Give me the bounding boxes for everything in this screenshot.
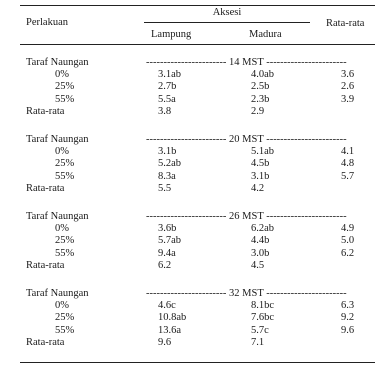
cell-mean: 6.3 bbox=[341, 300, 355, 312]
group-label: Taraf Naungan bbox=[26, 57, 89, 68]
average-madura: 2.9 bbox=[251, 105, 265, 117]
table-bottom-rule bbox=[20, 362, 375, 363]
row-level: 55% bbox=[55, 247, 75, 259]
average-lampung: 3.8 bbox=[158, 105, 172, 117]
group-label: Taraf Naungan bbox=[26, 134, 89, 145]
row-level: 0% bbox=[55, 223, 69, 235]
cell-mean: 3.6 bbox=[341, 69, 355, 81]
cell-madura: 5.1ab bbox=[251, 146, 275, 158]
cell-madura: 5.7c bbox=[251, 324, 269, 336]
cell-mean: 6.2 bbox=[341, 247, 355, 259]
header-bottom-rule bbox=[20, 44, 375, 45]
cell-lampung: 2.7b bbox=[158, 81, 177, 93]
average-lampung: 6.2 bbox=[158, 259, 172, 271]
cell-lampung: 3.1ab bbox=[158, 69, 182, 81]
cell-lampung: 5.5a bbox=[158, 93, 176, 105]
cell-lampung: 5.7ab bbox=[158, 235, 182, 247]
row-level: 25% bbox=[55, 158, 75, 170]
average-label: Rata-rata bbox=[26, 105, 65, 117]
row-level: 55% bbox=[55, 170, 75, 182]
average-lampung: 9.6 bbox=[158, 336, 172, 348]
average-madura: 4.5 bbox=[251, 259, 265, 271]
cell-lampung: 8.3a bbox=[158, 170, 176, 182]
header-lampung: Lampung bbox=[151, 29, 192, 40]
header-madura: Madura bbox=[249, 29, 282, 40]
row-level: 25% bbox=[55, 235, 75, 247]
average-label: Rata-rata bbox=[26, 182, 65, 194]
cell-lampung: 5.2ab bbox=[158, 158, 182, 170]
cell-mean: 4.1 bbox=[341, 146, 355, 158]
row-level: 0% bbox=[55, 69, 69, 81]
cell-lampung: 9.4a bbox=[158, 247, 176, 259]
cell-madura: 2.3b bbox=[251, 93, 270, 105]
cell-mean: 5.7 bbox=[341, 170, 355, 182]
cell-mean: 5.0 bbox=[341, 235, 355, 247]
cell-mean: 2.6 bbox=[341, 81, 355, 93]
group-period-divider: ----------------------- 14 MST ----------------------- bbox=[146, 57, 347, 68]
cell-lampung: 13.6a bbox=[158, 324, 182, 336]
table-top-rule bbox=[20, 5, 375, 6]
cell-lampung: 4.6c bbox=[158, 300, 176, 312]
row-level: 0% bbox=[55, 300, 69, 312]
cell-madura: 4.5b bbox=[251, 158, 270, 170]
cell-lampung: 3.6b bbox=[158, 223, 177, 235]
average-label: Rata-rata bbox=[26, 259, 65, 271]
header-perlakuan: Perlakuan bbox=[26, 17, 68, 28]
aksesi-underline bbox=[144, 22, 310, 23]
cell-madura: 4.4b bbox=[251, 235, 270, 247]
cell-madura: 8.1bc bbox=[251, 300, 275, 312]
group-period-divider: ----------------------- 32 MST ----------------------- bbox=[146, 288, 347, 299]
group-label: Taraf Naungan bbox=[26, 211, 89, 222]
average-madura: 7.1 bbox=[251, 336, 265, 348]
row-level: 25% bbox=[55, 81, 75, 93]
cell-lampung: 3.1b bbox=[158, 146, 177, 158]
cell-mean: 9.6 bbox=[341, 324, 355, 336]
cell-madura: 4.0ab bbox=[251, 69, 275, 81]
header-rata-rata: Rata-rata bbox=[326, 18, 365, 29]
cell-mean: 9.2 bbox=[341, 312, 355, 324]
cell-mean: 4.8 bbox=[341, 158, 355, 170]
row-level: 55% bbox=[55, 93, 75, 105]
cell-mean: 3.9 bbox=[341, 93, 355, 105]
group-label: Taraf Naungan bbox=[26, 288, 89, 299]
cell-lampung: 10.8ab bbox=[158, 312, 187, 324]
row-level: 25% bbox=[55, 312, 75, 324]
average-lampung: 5.5 bbox=[158, 182, 172, 194]
cell-mean: 4.9 bbox=[341, 223, 355, 235]
cell-madura: 2.5b bbox=[251, 81, 270, 93]
row-level: 55% bbox=[55, 324, 75, 336]
row-level: 0% bbox=[55, 146, 69, 158]
cell-madura: 7.6bc bbox=[251, 312, 275, 324]
cell-madura: 6.2ab bbox=[251, 223, 275, 235]
group-period-divider: ----------------------- 20 MST ----------------------- bbox=[146, 134, 347, 145]
average-label: Rata-rata bbox=[26, 336, 65, 348]
group-period-divider: ----------------------- 26 MST ----------------------- bbox=[146, 211, 347, 222]
cell-madura: 3.0b bbox=[251, 247, 270, 259]
average-madura: 4.2 bbox=[251, 182, 265, 194]
cell-madura: 3.1b bbox=[251, 170, 270, 182]
header-aksesi: Aksesi bbox=[212, 7, 242, 18]
